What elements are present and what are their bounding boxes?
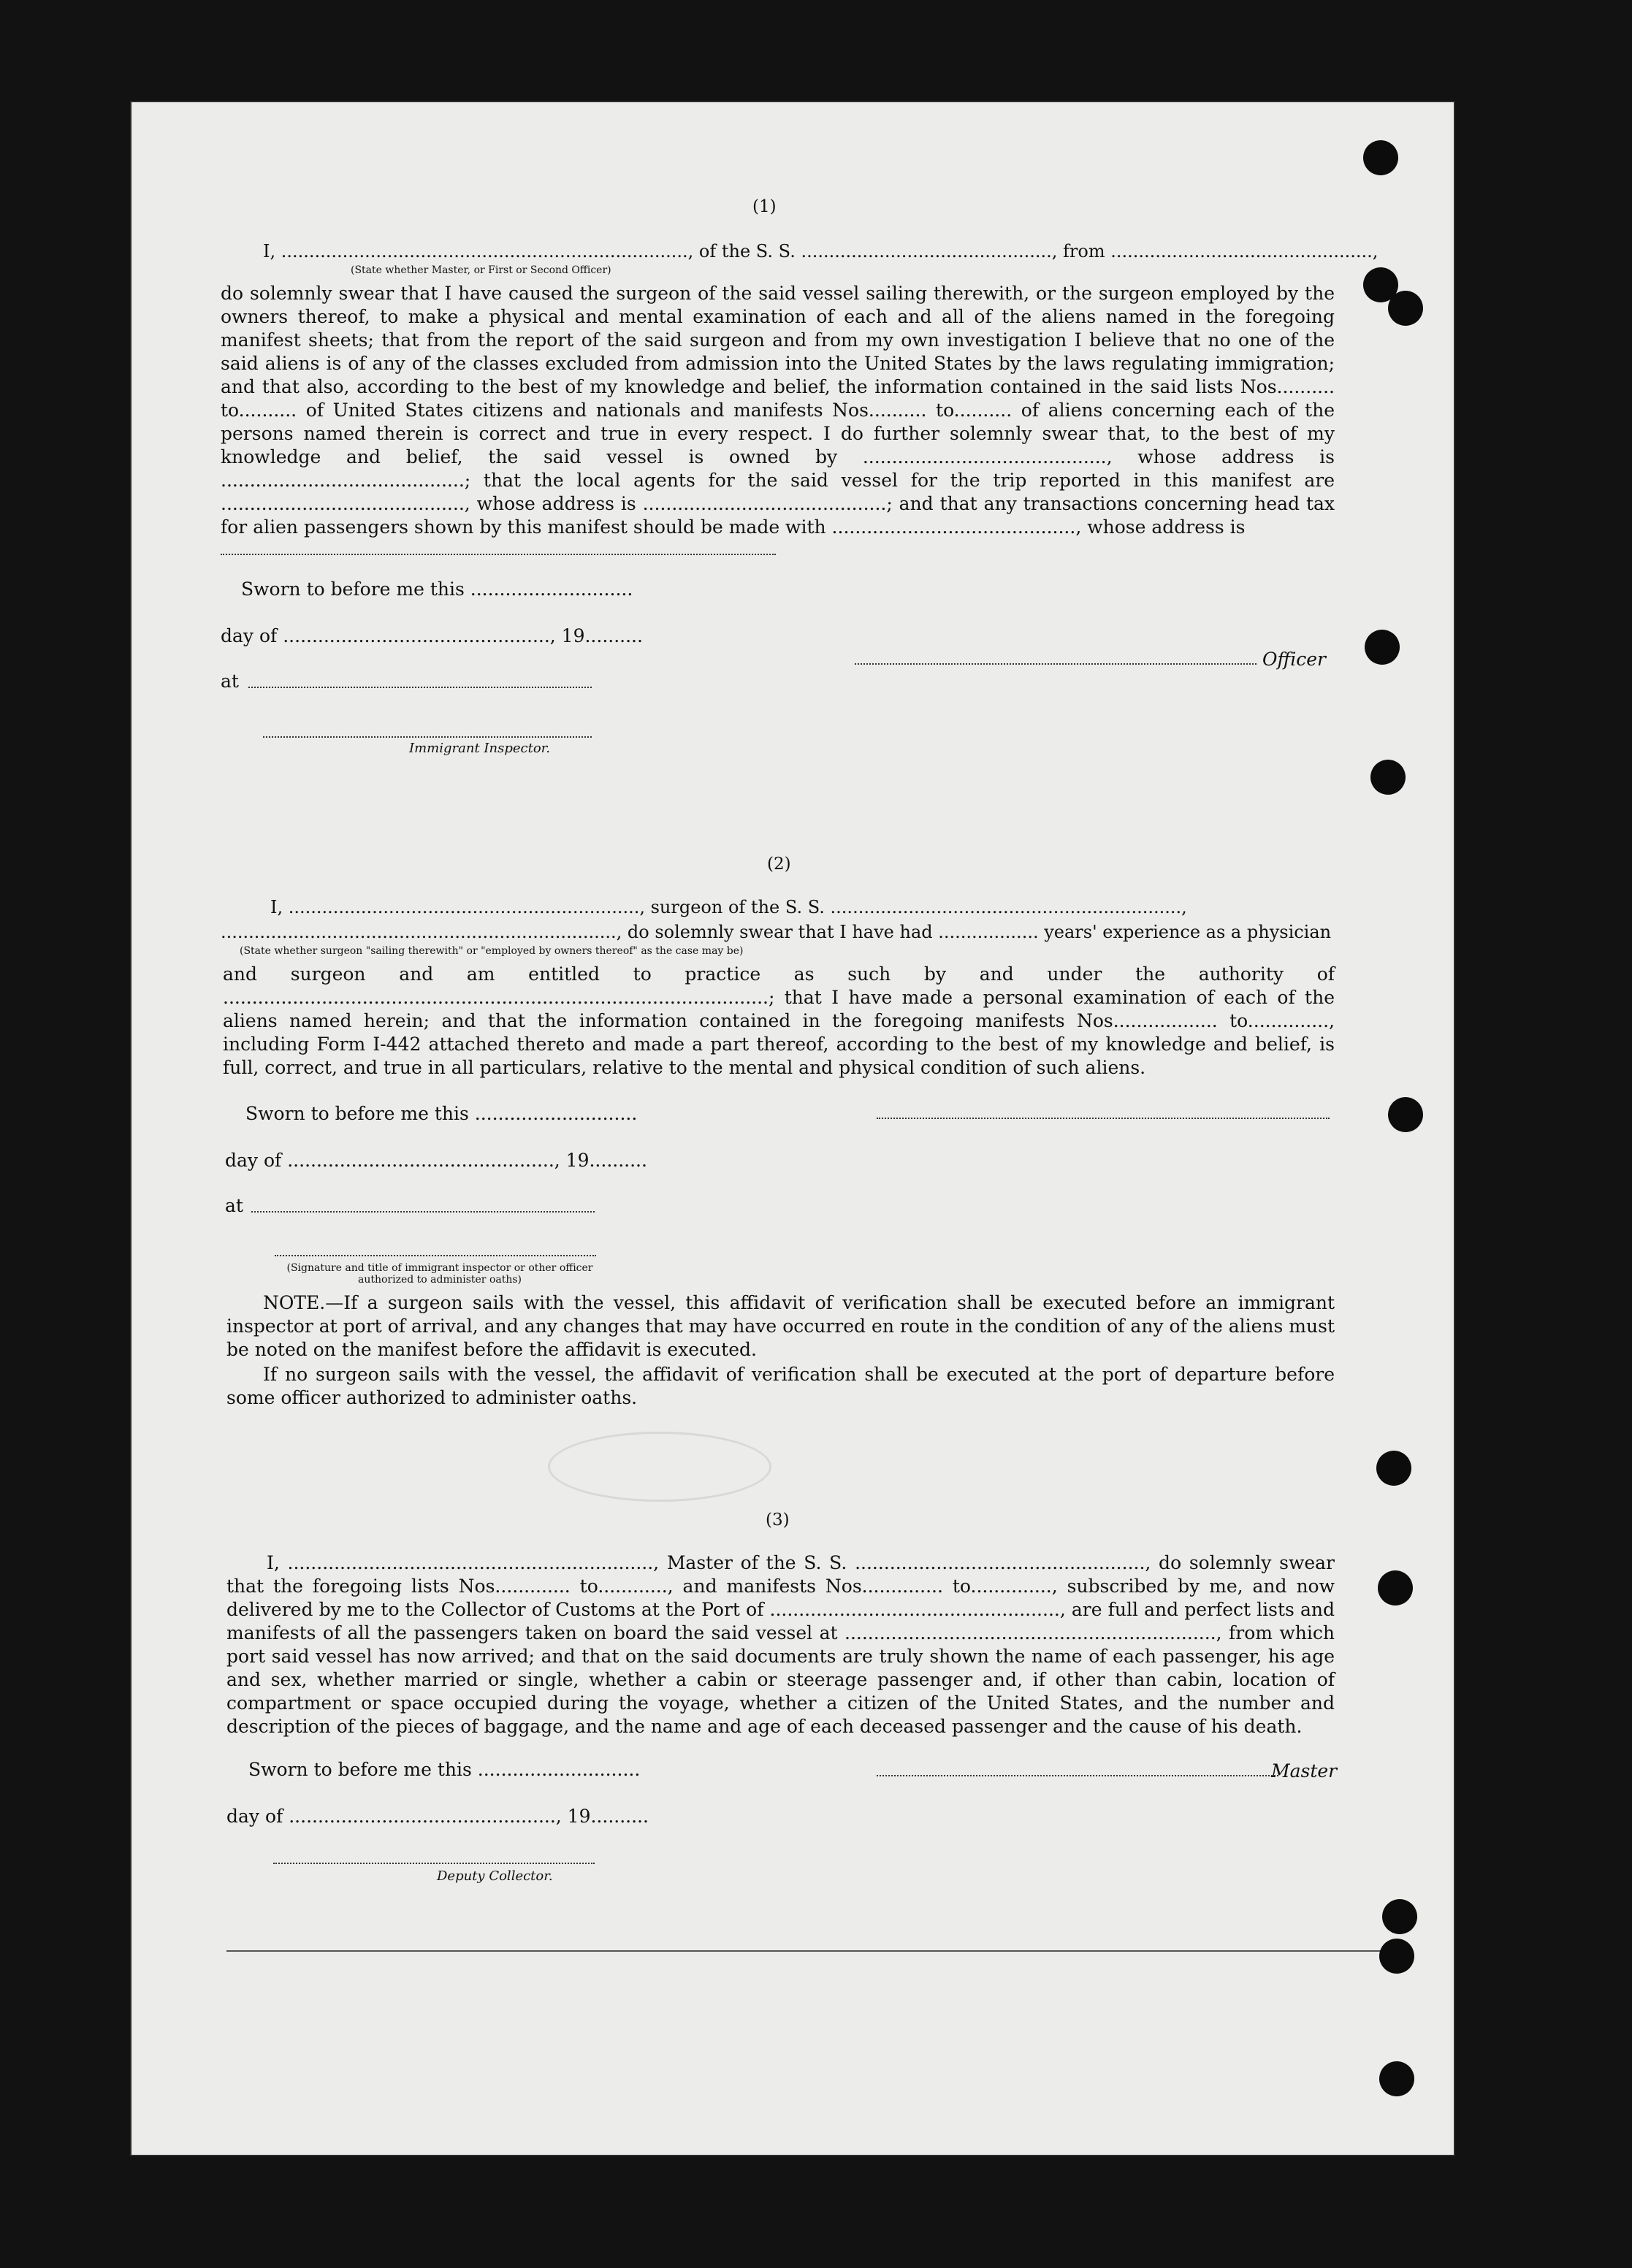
section-2-caption: (State whether surgeon "sailing therewith" or "employed by owners thereof" as the case may be) [240,945,744,957]
section-1-inspector-line [263,736,592,738]
punch-hole [1378,1570,1413,1605]
section-2-at-line [251,1211,595,1213]
punch-hole [1370,760,1406,795]
section-1-blank-line [221,554,776,555]
punch-hole [1363,140,1398,175]
punch-hole [1388,1097,1423,1132]
section-2-note-2: If no surgeon sails with the vessel, the affidavit of verification shall be executed at the port of departure before some officer authorized to administer oaths. [226,1364,1335,1408]
section-2-note: NOTE.—If a surgeon sails with the vessel, this affidavit of verification shall be executed before an immigrant inspector at port of arrival, and any changes that may have occurred en route in the condition of any of the aliens must be noted on the manifest before the affidavit is executed. [226,1292,1335,1360]
punch-hole [1365,630,1400,665]
section-3-master-label: Master [1271,1760,1338,1782]
section-2-body: and surgeon and am entitled to practice as such by and under the authority of ..............................................................................................; that I have made a personal examination of each of the aliens named herein; and that the information contained in the foregoing manifests Nos.................. to.............., including Form I-442 attached thereto and made a part thereof, according to the best of my knowledge and belief, is full, correct, and true in all particulars, relative to the mental and physical condition of such aliens. [223,963,1335,1078]
section-1-day: day of .............................................., 19.......... [221,625,643,646]
punch-hole [1379,2061,1414,2096]
section-2-signature-line [877,1118,1330,1119]
show-through-text [884,570,905,728]
section-2-sworn: Sworn to before me this ............................ [245,1103,638,1124]
section-1-caption: (State whether Master, or First or Second Officer) [351,264,611,276]
section-2-caption-signature: (Signature and title of immigrant inspector or other officer authorized to administer oaths) [286,1262,593,1286]
section-2-number: (2) [767,855,791,874]
section-1-number: (1) [752,197,777,216]
punch-hole [1388,291,1423,326]
section-1-sworn: Sworn to before me this ............................ [241,579,633,600]
section-2-line2: ......................................................................., do solemnly swear that I have had .................. years' experience as a physician [221,922,1332,942]
document-page [131,102,1454,2155]
section-2-line1: I, ..............................................................., surgeon of the S. S. ..............................................................., [270,897,1187,917]
bottom-rule [226,1950,1381,1952]
section-3-number: (3) [766,1511,790,1530]
section-3-body: I, ..............................................................., Master of the S. S. .................................................., do solemnly swear that the foregoing lists Nos............. to............, and manifests Nos.............. to.............., subscribed by me, and now delivered by me to the Collector of Customs at the Port of .................................................., are full and perfect lists and manifests of all the passengers taken on board the said vessel at ................................................................, from which port said vessel has now arrived; and that on the said documents are truly shown the name of each passenger, his age and sex, whether married or single, whether a cabin or steerage passenger and, if other than cabin, location of compartment or space occupied during the voyage, whether a citizen of the United States, and the number and description of the pieces of baggage, and the name and age of each deceased passenger and the cause of his death. [226,1552,1335,1737]
section-3-sworn: Sworn to before me this ............................ [248,1759,641,1780]
punch-hole [1382,1899,1417,1934]
section-1-line1: I, ........................................................................., of the S. S. ............................................., from ..............................................., [263,241,1379,261]
section-2-at: at [225,1195,243,1216]
section-3-collector-label: Deputy Collector. [437,1868,553,1884]
punch-hole [1376,1451,1411,1486]
section-1-inspector-label: Immigrant Inspector. [409,741,551,756]
section-1-officer-line [855,663,1257,665]
section-1-officer-label: Officer [1262,649,1326,670]
section-1-body: do solemnly swear that I have caused the surgeon of the said vessel sailing therewith, or the surgeon employed by the owners thereof, to make a physical and mental examination of each and all of the aliens named in the foregoing manifest sheets; that from the report of the said surgeon and from my own investigation I believe that no one of the said aliens is of any of the classes excluded from admission into the United States by the laws regulating immigration; and that also, according to the best of my knowledge and belief, the information contained in the said lists Nos.......... to.......... of United States citizens and nationals and manifests Nos.......... to.......... of aliens concerning each of the persons named therein is correct and true in every respect. I do further solemnly swear that, to the best of my knowledge and belief, the said vessel is owned by .........................................., whose address is ..........................................; that the local agents for the said vessel for the trip reported in this manifest are .........................................., whose address is ..........................................; and that any transactions concerning head tax for alien passengers shown by this manifest should be made with .........................................., whose address is [221,283,1335,538]
section-3-collector-line [273,1863,595,1864]
section-1-at-line [248,687,592,688]
section-1-at: at [221,671,239,692]
section-3-day: day of .............................................., 19.......... [226,1806,649,1827]
punch-hole [1379,1939,1414,1974]
faded-stamp [548,1432,771,1502]
section-2-inspector-line [275,1255,596,1256]
section-2-day: day of .............................................., 19.......... [225,1150,647,1171]
section-3-master-line [877,1775,1278,1776]
